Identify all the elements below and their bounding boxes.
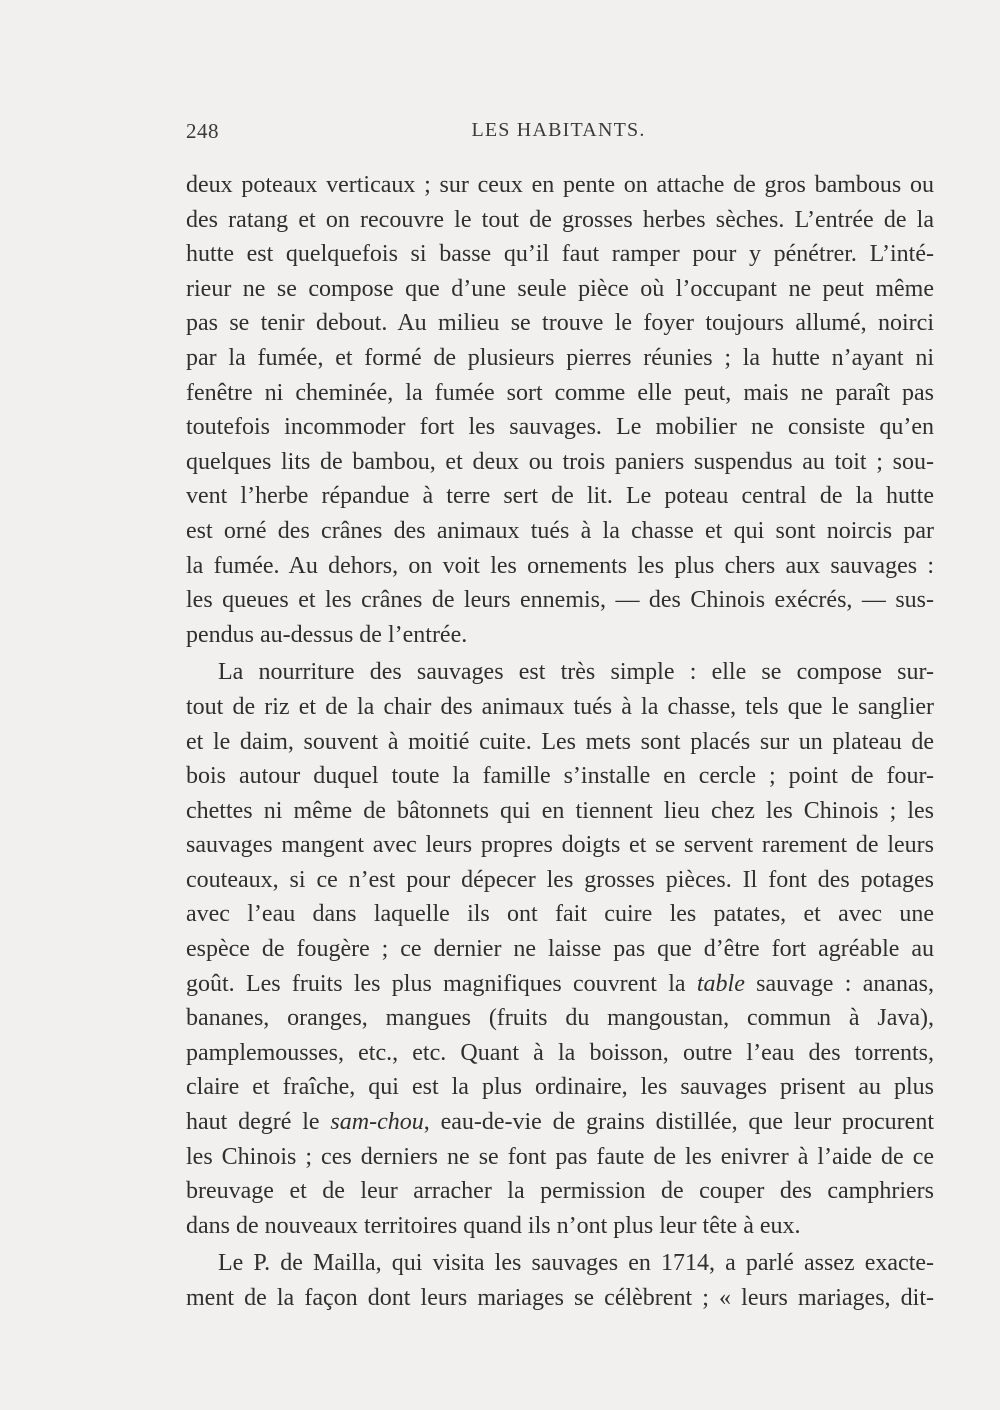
text-line: hutte est quelquefois si basse qu’il faut ramper pour y pénétrer. L’inté- xyxy=(186,241,934,268)
text-line: haut degré le sam-chou, eau-de-vie de grains distillée, que leur procurent xyxy=(186,1109,934,1136)
text-line: couteaux, si ce n’est pour dépecer les grosses pièces. Il font des potages xyxy=(186,866,934,893)
text-line: ment de la façon dont leurs mariages se célèbrent ; « leurs mariages, dit- xyxy=(186,1285,934,1311)
text-line: sauvages mangent avec leurs propres doigts et se servent rarement de leurs xyxy=(186,832,934,859)
text-line: pas se tenir debout. Au milieu se trouve le foyer toujours allumé, noirci xyxy=(186,310,934,337)
text-line: goût. Les fruits les plus magnifiques couvrent la table sauvage : ananas, xyxy=(186,970,934,997)
paragraph xyxy=(186,1246,934,1315)
text-line: la fumée. Au dehors, on voit les ornements les plus chers aux sauvages : xyxy=(186,552,934,579)
text-line: bois autour duquel toute la famille s’installe en cercle ; point de four- xyxy=(186,763,934,790)
paragraph xyxy=(186,655,934,1243)
text-line: La nourriture des sauvages est très simple : elle se compose sur- xyxy=(218,659,934,686)
text-line: et le daim, souvent à moitié cuite. Les mets sont placés sur un plateau de xyxy=(186,728,934,755)
text-line: quelques lits de bambou, et deux ou trois paniers suspendus au toit ; sou- xyxy=(186,448,934,475)
page-number: 248 xyxy=(186,119,219,143)
text-line: toutefois incommoder fort les sauvages. Le mobilier ne consiste qu’en xyxy=(186,414,934,441)
page-header xyxy=(186,119,931,149)
text-line: des ratang et on recouvre le tout de grosses herbes sèches. L’entrée de la xyxy=(186,206,934,233)
text-line: est orné des crânes des animaux tués à la chasse et qui sont noircis par xyxy=(186,517,934,544)
italic-word: sam-chou xyxy=(330,1109,424,1136)
running-head: LES HABITANTS. xyxy=(471,119,646,141)
text-line: chettes ni même de bâtonnets qui en tiennent lieu chez les Chinois ; les xyxy=(186,797,934,824)
text-line: breuvage et de leur arracher la permission de couper des camphriers xyxy=(186,1178,934,1205)
text-line: claire et fraîche, qui est la plus ordinaire, les sauvages prisent au plus xyxy=(186,1074,934,1101)
text-line: fenêtre ni cheminée, la fumée sort comme elle peut, mais ne paraît pas xyxy=(186,379,934,406)
text-line: vent l’herbe répandue à terre sert de lit. Le poteau central de la hutte xyxy=(186,483,934,510)
text-line: pendus au-dessus de l’entrée. xyxy=(186,621,468,648)
text-line: pamplemousses, etc., etc. Quant à la boisson, outre l’eau des torrents, xyxy=(186,1039,934,1066)
text-line: rieur ne se compose que d’une seule pièce où l’occupant ne peut même xyxy=(186,275,934,302)
italic-word: table xyxy=(696,970,745,997)
text-line: tout de riz et de la chair des animaux tués à la chasse, tels que le sanglier xyxy=(186,693,934,720)
text-line: les Chinois ; ces derniers ne se font pas faute de les enivrer à l’aide de ce xyxy=(186,1143,934,1170)
paragraph xyxy=(186,168,934,652)
text-line: avec l’eau dans laquelle ils ont fait cuire les patates, et avec une xyxy=(186,901,934,928)
text-line: bananes, oranges, mangues (fruits du mangoustan, commun à Java), xyxy=(186,1005,934,1032)
body-text xyxy=(186,168,934,1316)
text-line: espèce de fougère ; ce dernier ne laisse pas que d’être fort agréable au xyxy=(186,936,934,963)
text-line: Le P. de Mailla, qui visita les sauvages en 1714, a parlé assez exacte- xyxy=(218,1250,934,1277)
text-line: deux poteaux verticaux ; sur ceux en pente on attache de gros bambous ou xyxy=(186,172,934,198)
text-line: les queues et les crânes de leurs ennemis, — des Chinois exécrés, — sus- xyxy=(186,587,934,614)
text-line: dans de nouveaux territoires quand ils n’ont plus leur tête à eux. xyxy=(186,1212,801,1239)
text-line: par la fumée, et formé de plusieurs pierres réunies ; la hutte n’ayant ni xyxy=(186,344,934,371)
